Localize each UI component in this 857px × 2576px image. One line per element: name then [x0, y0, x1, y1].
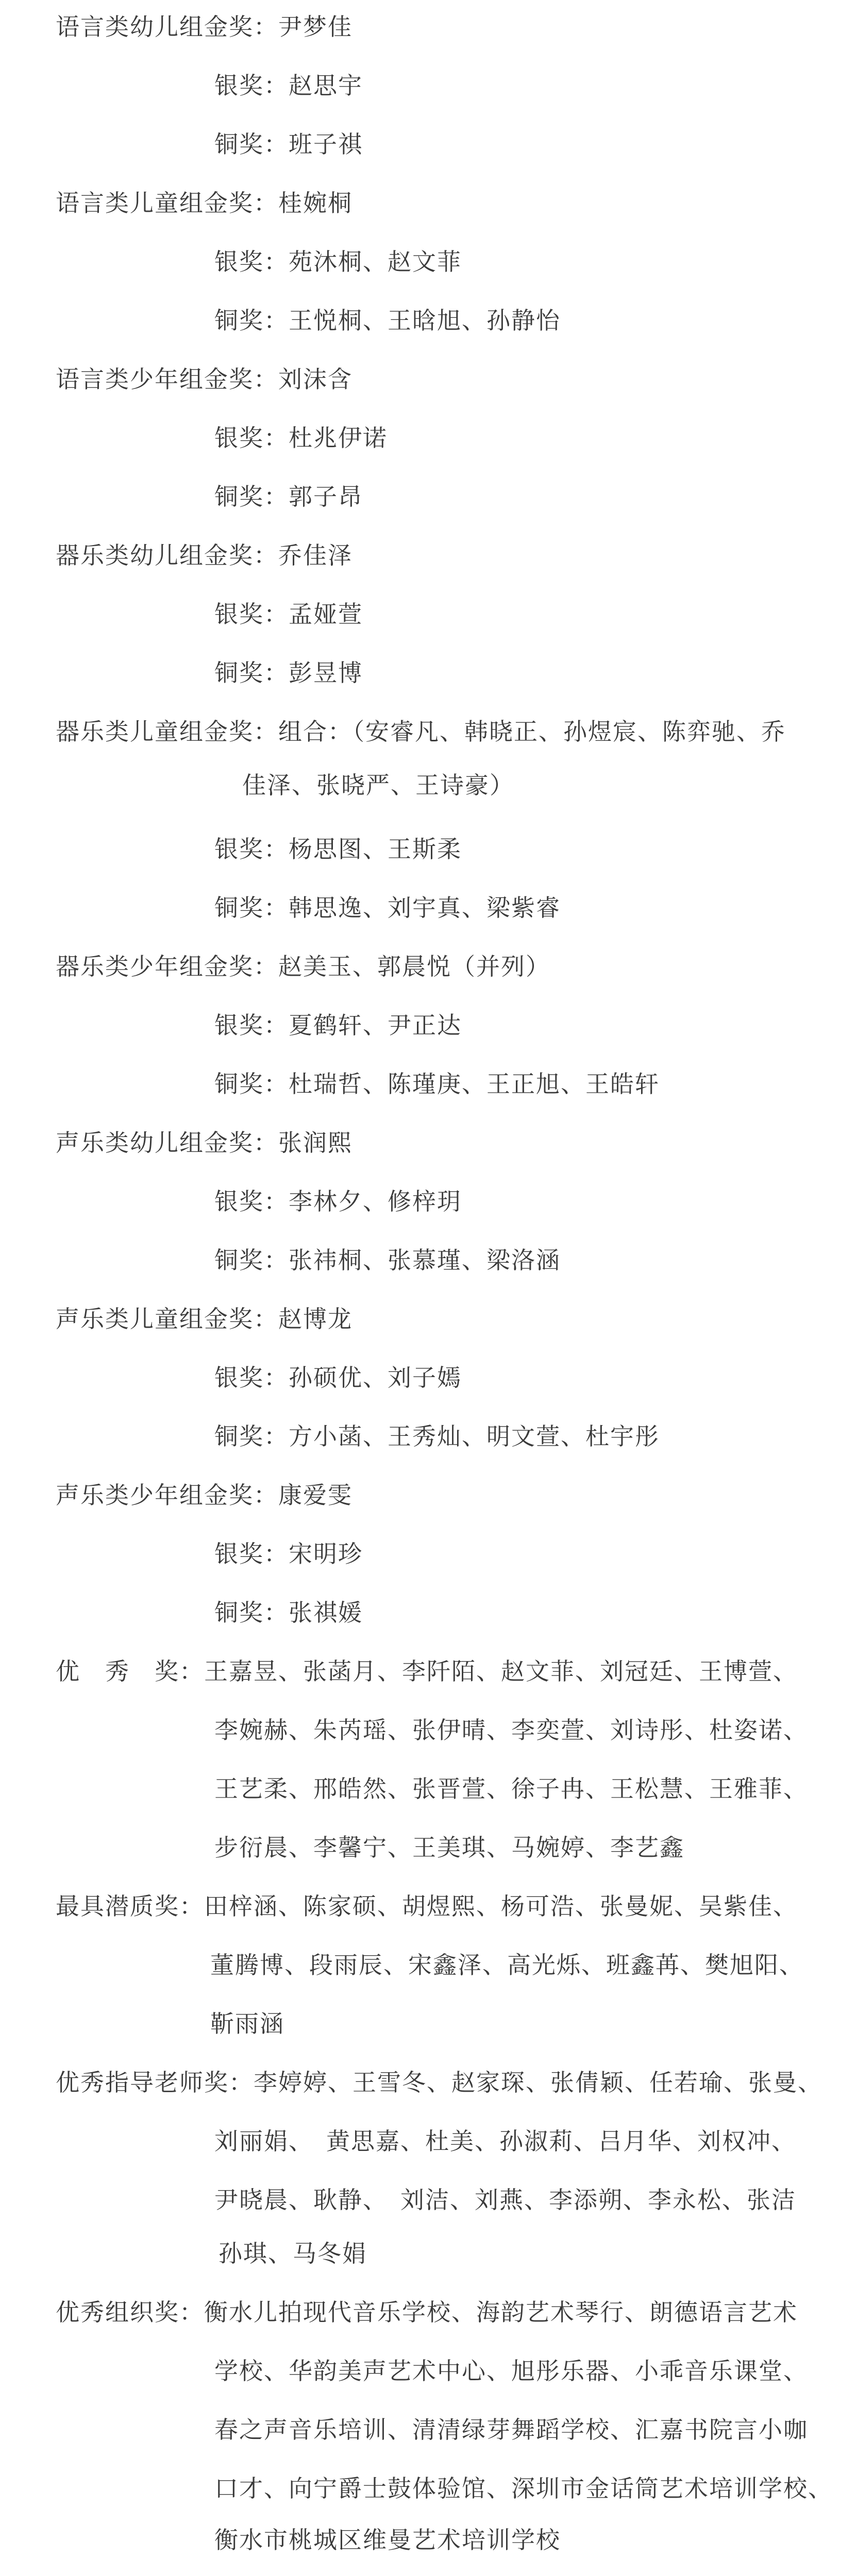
award-line-language-kindergarten-gold: 语言类幼儿组金奖：尹梦佳	[56, 13, 352, 41]
award-line-language-teen-bronze: 铜奖：郭子昂	[214, 483, 363, 511]
award-line-vocal-children-gold: 声乐类儿童组金奖：赵博龙	[56, 1305, 352, 1333]
award-line-excellence-2: 李婉赫、朱芮瑶、张伊晴、李奕萱、刘诗彤、杜姿诺、	[214, 1716, 808, 1744]
award-line-language-kindergarten-bronze: 铜奖：班子祺	[214, 130, 363, 158]
award-line-vocal-teen-silver: 银奖：宋明珍	[214, 1540, 363, 1568]
award-line-excellence-1: 优 秀 奖：王嘉昱、张菡月、李阡陌、赵文菲、刘冠廷、王博萱、	[56, 1657, 798, 1685]
award-line-instrument-children-silver: 银奖：杨思图、王斯柔	[214, 835, 462, 863]
award-line-organization-3: 春之声音乐培训、清清绿芽舞蹈学校、汇嘉书院言小咖	[214, 2416, 808, 2444]
award-line-organization-2: 学校、华韵美声艺术中心、旭彤乐器、小乖音乐课堂、	[214, 2357, 808, 2385]
award-line-organization-5: 衡水市桃城区维曼艺术培训学校	[214, 2526, 561, 2554]
award-line-language-teen-gold: 语言类少年组金奖：刘沫含	[56, 365, 352, 393]
award-line-language-kindergarten-silver: 银奖：赵思宇	[214, 72, 363, 99]
award-line-teacher-3: 尹晓晨、耿静、 刘洁、刘燕、李添朔、李永松、张洁	[214, 2186, 796, 2214]
award-line-excellence-4: 步衍晨、李馨宁、王美琪、马婉婷、李艺鑫	[214, 1834, 684, 1861]
award-line-language-children-gold: 语言类儿童组金奖：桂婉桐	[56, 189, 352, 217]
award-line-instrument-kindergarten-silver: 银奖：孟娅萱	[214, 600, 363, 628]
award-line-organization-4: 口才、向宁爵士鼓体验馆、深圳市金话筒艺术培训学校、	[214, 2475, 833, 2502]
award-line-vocal-teen-gold: 声乐类少年组金奖：康爱雯	[56, 1481, 352, 1509]
award-line-language-children-bronze: 铜奖：王悦桐、王晗旭、孙静怡	[214, 307, 561, 334]
award-line-potential-1: 最具潜质奖：田梓涵、陈家硕、胡煜熙、杨可浩、张曼妮、吴紫佳、	[56, 1892, 798, 1920]
award-line-instrument-children-gold: 器乐类儿童组金奖：组合：（安睿凡、韩晓正、孙煜宸、陈弈驰、乔	[56, 718, 786, 745]
award-line-organization-1: 优秀组织奖：衡水儿拍现代音乐学校、海韵艺术琴行、朗德语言艺术	[56, 2298, 798, 2326]
award-line-excellence-3: 王艺柔、邢皓然、张晋萱、徐子冉、王松慧、王雅菲、	[214, 1775, 808, 1803]
award-line-teacher-2: 刘丽娟、 黄思嘉、杜美、孙淑莉、吕月华、刘权冲、	[214, 2127, 796, 2155]
award-line-instrument-children-gold-cont: 佳泽、张晓严、王诗豪）	[242, 771, 514, 799]
award-line-vocal-kindergarten-silver: 银奖：李林夕、修梓玥	[214, 1188, 462, 1215]
award-line-instrument-teen-gold: 器乐类少年组金奖：赵美玉、郭晨悦（并列）	[56, 953, 550, 980]
award-line-language-teen-silver: 银奖：杜兆伊诺	[214, 424, 388, 452]
award-line-instrument-kindergarten-bronze: 铜奖：彭昱博	[214, 659, 363, 687]
award-line-teacher-4: 孙琪、马冬娟	[219, 2240, 367, 2267]
award-line-instrument-teen-bronze: 铜奖：杜瑞哲、陈瑾庚、王正旭、王皓轩	[214, 1070, 660, 1098]
award-line-vocal-kindergarten-gold: 声乐类幼儿组金奖：张润熙	[56, 1129, 352, 1157]
award-line-vocal-teen-bronze: 铜奖：张祺媛	[214, 1599, 363, 1626]
award-line-teacher-1: 优秀指导老师奖：李婷婷、王雪冬、赵家琛、张倩颖、任若瑜、张曼、	[56, 2069, 822, 2096]
award-line-instrument-teen-silver: 银奖：夏鹤轩、尹正达	[214, 1011, 462, 1039]
award-line-instrument-children-bronze: 铜奖：韩思逸、刘宇真、梁紫睿	[214, 894, 561, 922]
award-line-vocal-children-silver: 银奖：孙硕优、刘子嫣	[214, 1364, 462, 1392]
award-line-vocal-kindergarten-bronze: 铜奖：张祎桐、张慕瑾、梁洛涵	[214, 1246, 561, 1274]
award-line-language-children-silver: 银奖：苑沐桐、赵文菲	[214, 248, 462, 276]
award-line-potential-2: 董腾博、段雨辰、宋鑫泽、高光烁、班鑫苒、樊旭阳、	[210, 1951, 804, 1979]
award-line-instrument-kindergarten-gold: 器乐类幼儿组金奖：乔佳泽	[56, 541, 352, 569]
award-line-potential-3: 靳雨涵	[210, 2010, 284, 2038]
award-line-vocal-children-bronze: 铜奖：方小菡、王秀灿、明文萱、杜宇彤	[214, 1422, 660, 1450]
